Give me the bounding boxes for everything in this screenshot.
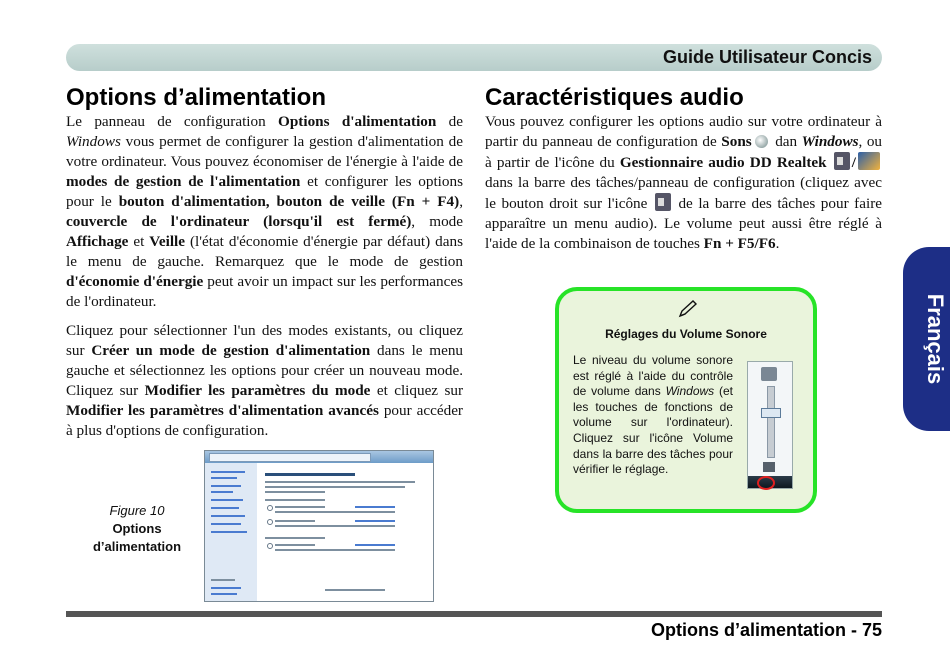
power-options-text — [66, 112, 463, 441]
screenshot-address-bar — [209, 453, 371, 462]
volume-note-box — [555, 287, 817, 513]
volume-control-image — [747, 361, 793, 489]
speaker-icon — [761, 367, 777, 381]
power-options-paragraph-2: Cliquez pour sélectionner l'un des modes existants, ou cliquez sur Créer un mode de gestion d'alimentation dans le menu gauche et sélectionnez les options pour créer un nouveau mode. Cliquez sur Modifier les paramètres du mode et cliquez sur Modifier les paramètres d'alimentation avancés pour accéder à plus d'options de configuration. — [66, 322, 464, 439]
screenshot-sidebar — [205, 463, 257, 601]
language-tab-label: Français — [923, 293, 948, 385]
header-bar — [66, 44, 882, 71]
figure-caption — [84, 502, 190, 556]
note-text: Le niveau du volume sonore est réglé à l'aide du contrôle de volume dans Windows (et les touches de fonctions de volume sur l'ordinateur). Cliquez sur l'icône Volume dans la barre des tâches pour vérifier le réglage. — [573, 353, 733, 477]
speaker-icon — [834, 152, 850, 170]
note-title: Réglages du Volume Sonore — [605, 327, 767, 341]
language-tab — [903, 247, 950, 431]
footer-page-label: Options d’alimentation - 75 — [650, 620, 882, 640]
audio-features-paragraph: Vous pouvez configurer les options audio sur votre ordinateur à partir du panneau de configuration de Sons dan Windows, ou à partir de l'icône du Gestionnaire audio DD Realtek / dans la barre des tâches/panneau de configuration (cliquez avec le bouton droit sur l'icône de la barre des tâches pour faire apparaître un menu audio). Le volume peut aussi être réglé à l'aide de la combinaison de touches Fn + F5/F6. — [485, 113, 883, 252]
power-options-paragraph-1: Le panneau de configuration Options d'alimentation de Windows vous permet de configurer la gestion d'alimentation de votre ordinateur. Vous pouvez économiser de l'énergie à l'aide de modes de gestion de l'alimentation et configurer les options pour le bouton d'alimentation, bouton de veille (Fn + F4), couvercle de l'ordinateur (lorsqu'il est fermé), mode Affichage et Veille (l'état d'économie d'énergie par défaut) dans le menu de gauche. Remarquez que le mode de gestion d'économie d'énergie peut avoir un impact sur les performances de l'ordinateur. — [66, 113, 464, 310]
power-options-heading: Options d’alimentation — [66, 84, 327, 111]
power-options-screenshot — [204, 450, 434, 602]
mute-icon — [763, 462, 775, 472]
header-title: Guide Utilisateur Concis — [662, 47, 872, 67]
realtek-audio-manager-icon — [858, 152, 880, 170]
audio-features-text — [485, 112, 882, 254]
figure-name: Options d’alimentation — [92, 521, 182, 554]
volume-track — [767, 386, 775, 458]
audio-features-heading: Caractéristiques audio — [485, 84, 744, 111]
figure-number: Figure 10 — [109, 503, 165, 518]
pen-icon — [677, 299, 699, 319]
taskbar-speaker-icon — [655, 193, 671, 211]
taskbar — [748, 476, 792, 488]
highlight-circle — [757, 476, 775, 490]
footer-rule — [66, 611, 882, 617]
screenshot-titlebar — [205, 451, 433, 463]
sounds-icon — [755, 135, 768, 148]
volume-thumb — [761, 408, 781, 418]
